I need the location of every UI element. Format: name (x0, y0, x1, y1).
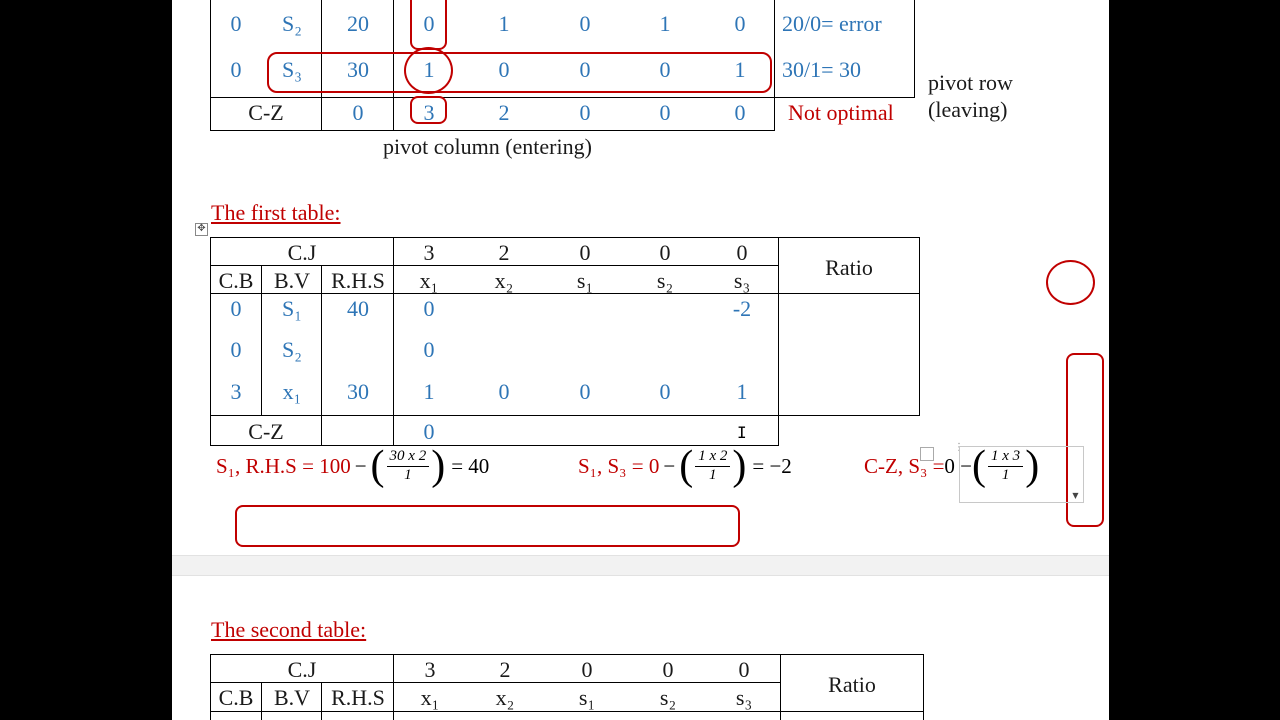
formula-prefix: C-Z, S₃ = (864, 453, 945, 478)
x2-cell: 1 (498, 11, 510, 36)
s3-cell: 1 (734, 57, 746, 82)
bv-header: B.V (273, 268, 311, 293)
x1-cell: 1 (423, 379, 435, 404)
bv-header: B.V (273, 685, 311, 710)
cb-cell: 0 (230, 337, 242, 362)
denominator: 1 (404, 466, 412, 483)
numerator: 1 x 2 (695, 448, 730, 466)
cb-header: C.B (218, 268, 254, 293)
cj-value: 2 (498, 240, 510, 265)
x1-cell: 0 (423, 296, 435, 321)
pivot-column-highlight (410, 0, 447, 50)
s1-cell: 0 (579, 11, 591, 36)
s2-cell: 0 (659, 57, 671, 82)
formula-operator: − (354, 453, 367, 478)
cj-value: 0 (581, 657, 593, 682)
bv-cell: S₁ (282, 296, 302, 321)
equation-edit-box[interactable] (959, 443, 1084, 503)
cj-value: 3 (423, 240, 435, 265)
s3-cell: 1 (736, 379, 748, 404)
dropdown-arrow-icon[interactable]: ▼ (1072, 491, 1079, 500)
rhs-cell: 30 (347, 57, 369, 82)
rhs-cell: 30 (347, 379, 369, 404)
cb-header: C.B (218, 685, 254, 710)
x1-cell: 0 (423, 11, 435, 36)
var-header: s₃ (733, 268, 751, 293)
drag-handle-icon[interactable]: ⋮ (954, 442, 964, 453)
rhs-header: R.H.S (331, 685, 385, 710)
var-header: x₁ (419, 268, 439, 293)
x1-cell: 0 (423, 337, 435, 362)
pivot-row-label: pivot row (928, 70, 1013, 95)
cj-value: 0 (662, 657, 674, 682)
s3-cell: -2 (732, 296, 752, 321)
first-table-heading: The first table: (211, 200, 341, 225)
cj-label: C.J (287, 657, 317, 682)
x1-cell: 3 (423, 100, 435, 125)
var-header: s₂ (656, 268, 674, 293)
x2-cell: 0 (498, 57, 510, 82)
var-header: s₁ (578, 685, 596, 710)
rhs-header: R.H.S (331, 268, 385, 293)
cj-value: 0 (738, 657, 750, 682)
cj-value: 0 (736, 240, 748, 265)
numerator: 1 x 3 (988, 448, 1023, 466)
pivot-element-circle (404, 47, 453, 94)
s1-cell: 0 (579, 57, 591, 82)
var-header: x₁ (420, 685, 440, 710)
annotation-circle (1046, 260, 1095, 305)
var-header: s₃ (735, 685, 753, 710)
numerator: 30 x 2 (387, 448, 430, 466)
s2-cell: 1 (659, 11, 671, 36)
pivot-row-highlight (267, 52, 772, 93)
right-paren: ) (732, 443, 747, 489)
s2-cell: 0 (659, 100, 671, 125)
rhs-cell: 40 (347, 296, 369, 321)
s3-cell: 0 (734, 100, 746, 125)
cj-value: 3 (424, 657, 436, 682)
formula-lead: 0 − (944, 453, 973, 478)
pivot-column-label: pivot column (entering) (383, 134, 592, 159)
pivot-row-label-sub: (leaving) (928, 97, 1008, 122)
cj-label: C.J (287, 240, 317, 265)
right-paren: ) (431, 443, 446, 489)
denominator: 1 (1001, 466, 1010, 483)
left-paren: ( (972, 443, 987, 489)
second-table-heading: The second table: (211, 617, 367, 642)
x1-cell: 0 (423, 419, 435, 444)
fraction (693, 448, 732, 484)
bv-cell: S₂ (282, 11, 302, 36)
text-cursor-icon[interactable]: I (737, 423, 747, 442)
cj-value: 0 (579, 240, 591, 265)
cj-value: 2 (499, 657, 511, 682)
cb-cell: 0 (230, 296, 242, 321)
move-icon[interactable]: ✥ (195, 223, 208, 236)
page-break (172, 555, 1109, 576)
formula-s1-rhs (216, 445, 489, 487)
s1-cell: 0 (579, 379, 591, 404)
bv-cell: S₂ (282, 337, 302, 362)
status-text: Not optimal (788, 100, 894, 125)
var-header: s₂ (659, 685, 677, 710)
formula-result: = −2 (752, 453, 792, 478)
rhs-cell: 20 (347, 11, 369, 36)
ratio-header: Ratio (825, 255, 873, 280)
bv-cell: x₁ (282, 379, 302, 404)
pivot-column-highlight (410, 96, 447, 124)
var-header: x₂ (494, 268, 514, 293)
formula-prefix: S₁, R.H.S = 100 (216, 453, 351, 478)
annotation-rectangle (235, 505, 740, 547)
formula-prefix: S₁, S₃ = 0 (578, 453, 660, 478)
ratio-cell: 20/0= error (782, 11, 882, 36)
formula-s1-s3 (578, 445, 792, 487)
ratio-cell: 30/1= 30 (782, 57, 862, 82)
rhs-cell: 0 (352, 100, 364, 125)
left-paren: ( (370, 443, 385, 489)
formula-result: = 40 (451, 453, 490, 478)
var-header: s₁ (576, 268, 594, 293)
var-header: x₂ (495, 685, 515, 710)
document-page (172, 0, 1109, 720)
s3-cell: 0 (734, 11, 746, 36)
cj-value: 0 (659, 240, 671, 265)
cb-cell: 0 (230, 57, 242, 82)
cb-cell: 3 (230, 379, 242, 404)
s1-cell: 0 (579, 100, 591, 125)
x2-cell: 0 (498, 379, 510, 404)
denominator: 1 (709, 466, 717, 483)
formula-operator: − (663, 453, 676, 478)
bv-cell: S₃ (282, 57, 302, 82)
left-paren: ( (679, 443, 694, 489)
cz-label: C-Z (248, 100, 284, 125)
ratio-header: Ratio (828, 672, 876, 697)
x1-cell: 1 (423, 57, 435, 82)
s2-cell: 0 (659, 379, 671, 404)
cz-label: C-Z (248, 419, 284, 444)
right-paren: ) (1025, 443, 1040, 489)
fraction (385, 448, 432, 484)
cb-cell: 0 (230, 11, 242, 36)
x2-cell: 2 (498, 100, 510, 125)
